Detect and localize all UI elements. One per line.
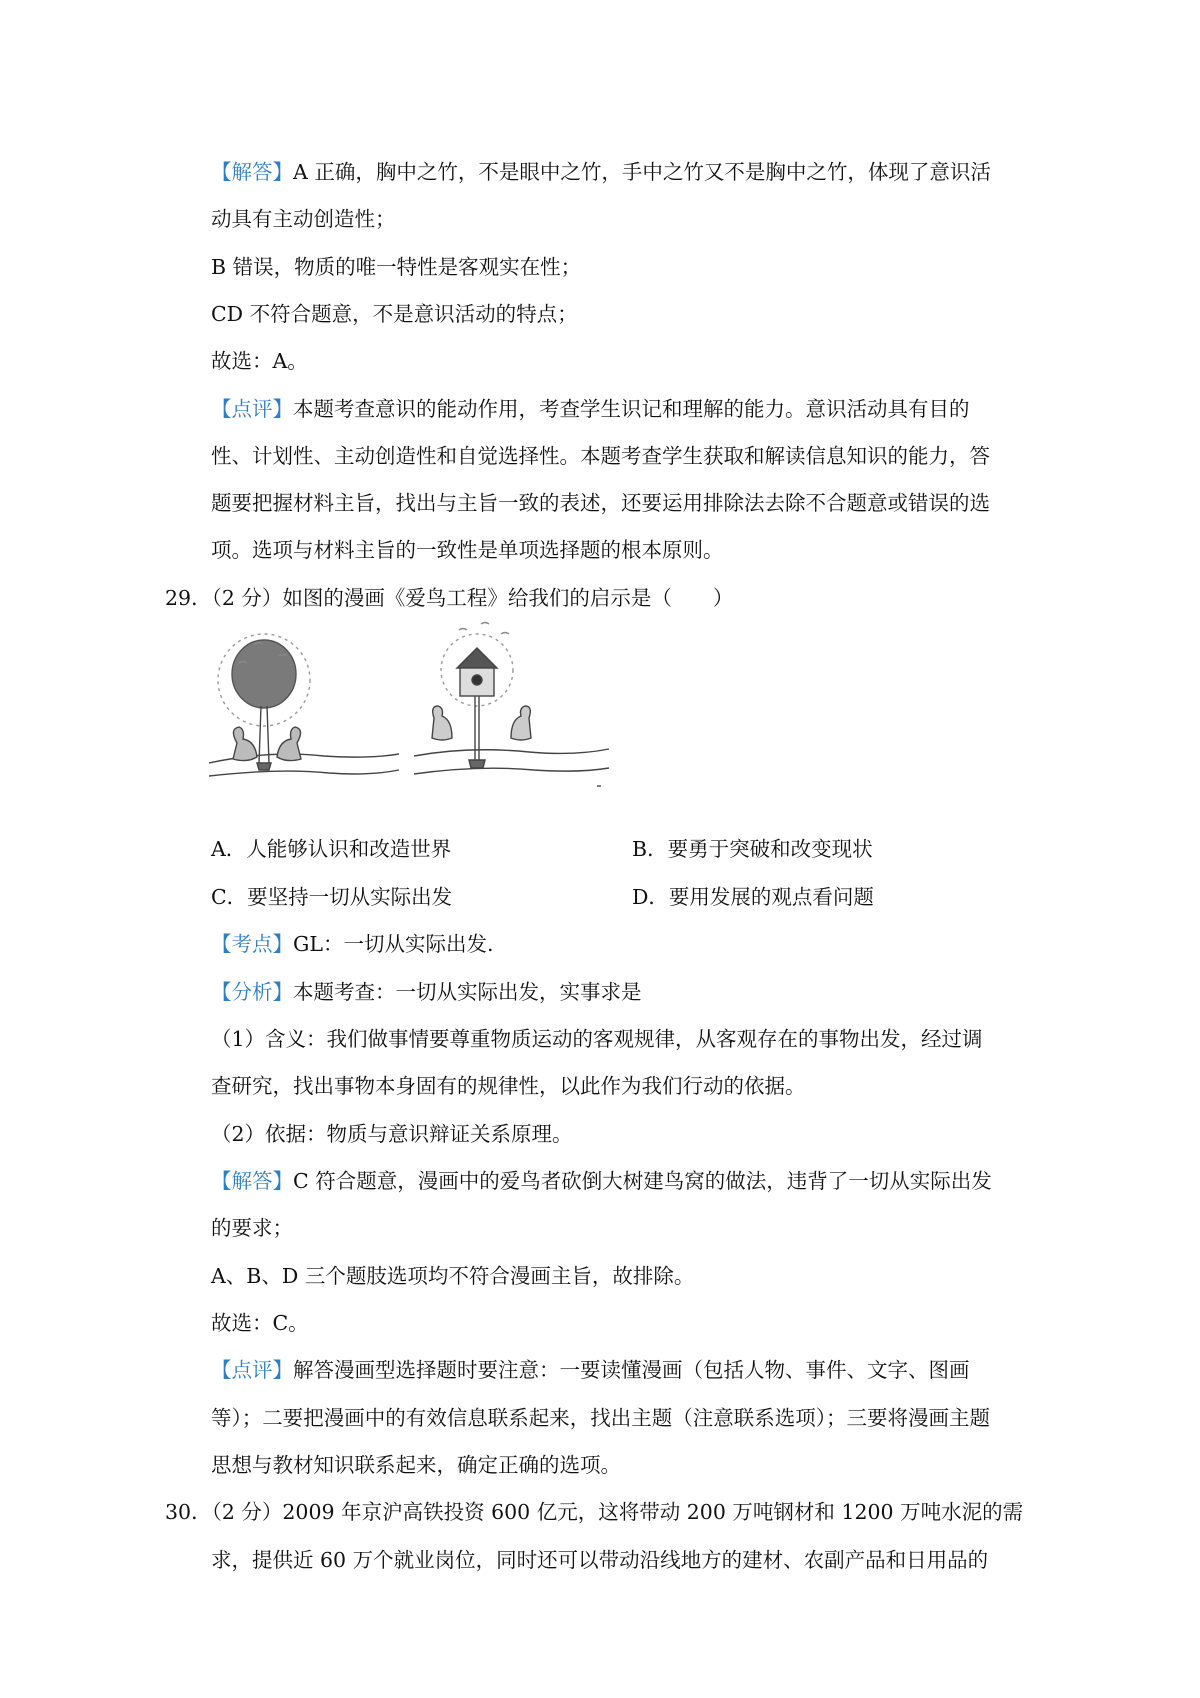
cartoon-panel-left xyxy=(209,634,399,776)
answer-text-29: C 符合题意，漫画中的爱鸟者砍倒大树建鸟窝的做法，违背了一切从实际出发 xyxy=(293,1169,992,1193)
answer-text-29-cont: 的要求； xyxy=(211,1216,293,1240)
answer-text-cont: 动具有主动创造性； xyxy=(211,207,396,231)
analysis-paragraph xyxy=(211,977,642,1007)
comment-tag: 【点评】 xyxy=(211,397,293,421)
answer-paragraph-29 xyxy=(211,1166,992,1196)
point-tag: 【考点】 xyxy=(211,932,293,956)
comment-text-cont-3: 项。选项与材料主旨的一致性是单项选择题的根本原则。 xyxy=(211,538,724,562)
analysis-item-2: （2）依据：物质与意识辩证关系原理。 xyxy=(211,1122,573,1146)
comment-text-cont-2: 题要把握材料主旨，找出与主旨一致的表述，还要运用排除法去除不合题意或错误的选 xyxy=(211,491,990,515)
answer-paragraph xyxy=(211,157,991,187)
option-b: B．要勇于突破和改变现状 xyxy=(632,837,873,861)
analysis-item-1-cont: 查研究，找出事物本身固有的规律性，以此作为我们行动的依据。 xyxy=(211,1074,806,1098)
question-29-stem: 29．（2 分）如图的漫画《爱鸟工程》给我们的启示是（ ） xyxy=(165,586,734,610)
analysis-tag: 【分析】 xyxy=(211,980,293,1004)
option-a: A．人能够认识和改造世界 xyxy=(211,837,452,861)
abd-explanation: A、B、D 三个题肢选项均不符合漫画主旨，故排除。 xyxy=(211,1264,695,1288)
point-text: GL：一切从实际出发. xyxy=(293,932,494,956)
question-30-stem: 30．（2 分）2009 年京沪高铁投资 600 亿元，这将带动 200 万吨钢材和 1200 万吨水泥的需 xyxy=(165,1500,1024,1524)
cartoon-panel-right xyxy=(414,623,609,787)
comment-text-cont-1: 性、计划性、主动创造性和自觉选择性。本题考查学生获取和解读信息知识的能力，答 xyxy=(211,444,990,468)
option-cd-explanation: CD 不符合题意，不是意识活动的特点； xyxy=(211,302,578,326)
final-choice-29: 故选：C。 xyxy=(211,1311,309,1335)
comment-paragraph-29 xyxy=(211,1355,970,1385)
analysis-item-1: （1）含义：我们做事情要尊重物质运动的客观规律，从客观存在的事物出发，经过调 xyxy=(211,1027,983,1051)
answer-text: A 正确，胸中之竹，不是眼中之竹，手中之竹又不是胸中之竹，体现了意识活 xyxy=(293,160,991,184)
comment-tag-29: 【点评】 xyxy=(211,1358,293,1382)
comment-text-29-cont-1: 等）；二要把漫画中的有效信息联系起来，找出主题（注意联系选项）；三要将漫画主题 xyxy=(211,1406,990,1430)
comment-text: 本题考查意识的能动作用，考查学生识记和理解的能力。意识活动具有目的 xyxy=(293,397,970,421)
bird-project-cartoon xyxy=(209,618,611,804)
comment-paragraph xyxy=(211,394,970,424)
question-30-stem-cont: 求，提供近 60 万个就业岗位，同时还可以带动沿线地方的建材、农副产品和日用品的 xyxy=(211,1548,989,1572)
option-d: D．要用发展的观点看问题 xyxy=(632,885,874,909)
option-c: C．要坚持一切从实际出发 xyxy=(211,885,453,909)
answer-tag: 【解答】 xyxy=(211,160,293,184)
knowledge-point xyxy=(211,929,494,959)
comment-text-29: 解答漫画型选择题时要注意：一要读懂漫画（包括人物、事件、文字、图画 xyxy=(293,1358,970,1382)
answer-tag-29: 【解答】 xyxy=(211,1169,293,1193)
comment-text-29-cont-2: 思想与教材知识联系起来，确定正确的选项。 xyxy=(211,1453,621,1477)
option-b-explanation: B 错误，物质的唯一特性是客观实在性； xyxy=(211,255,582,279)
final-choice: 故选：A。 xyxy=(211,349,308,373)
analysis-text: 本题考查：一切从实际出发，实事求是 xyxy=(293,980,642,1004)
